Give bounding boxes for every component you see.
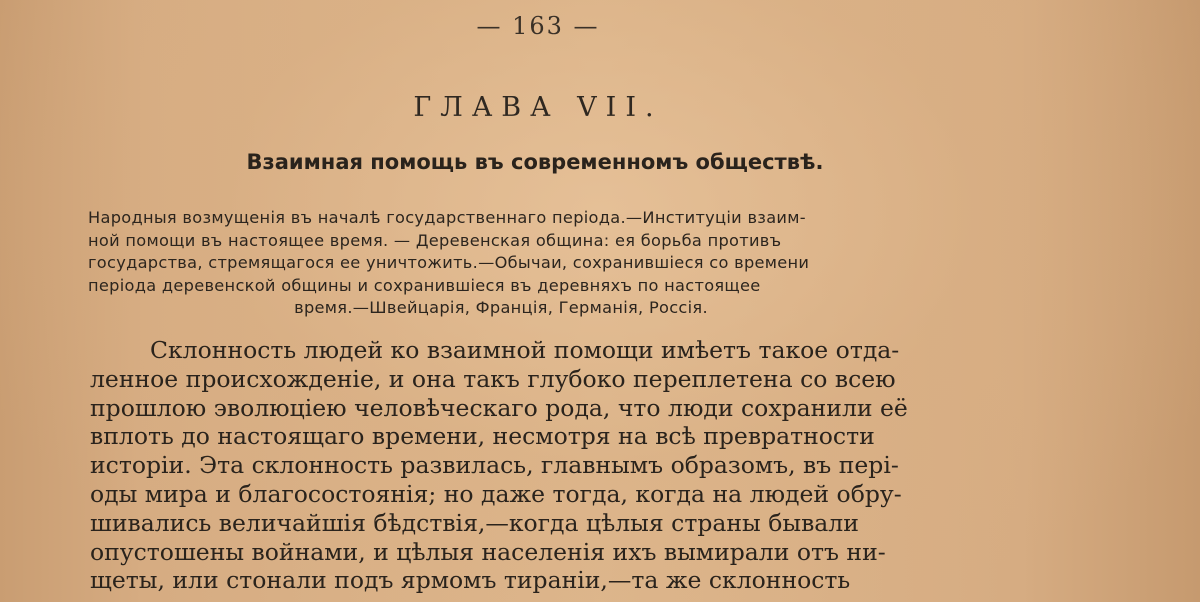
chapter-title: Взаимная помощь въ современномъ обществѣ.	[246, 150, 824, 174]
body-line: оды мира и благосостоянія; но даже тогда, когда на людей обру-	[90, 479, 902, 508]
body-line: шивались величайшія бѣдствія,—когда цѣлыя страны бывали	[90, 508, 859, 537]
body-line: опустошены войнами, и цѣлыя населенія ихъ вымирали отъ ни-	[90, 537, 886, 566]
chapter-heading: ГЛАВА VII.	[413, 92, 663, 123]
summary-line: ной помощи въ настоящее время. — Деревенская община: ея борьба противъ	[88, 230, 782, 250]
summary-line: время.—Швейцарія, Франція, Германія, Россія.	[294, 298, 708, 317]
summary-line: государства, стремящагося ее уничтожить.—Обычаи, сохранившіеся со времени	[88, 253, 810, 272]
body-line: Склонность людей ко взаимной помощи имѣетъ такое отда-	[150, 336, 900, 364]
chapter-summary	[88, 207, 988, 320]
body-line: прошлою эволюціею человѣческаго рода, что люди сохранили её	[90, 393, 908, 422]
body-line: ленное происхожденіе, и она такъ глубоко переплетена со всею	[90, 364, 896, 393]
summary-line: Народныя возмущенія въ началѣ государственнаго періода.—Институціи взаим-	[88, 208, 806, 227]
body-line: исторіи. Эта склонность развилась, главнымъ образомъ, въ пері-	[90, 451, 899, 480]
summary-line: періода деревенской общины и сохранившіеся въ деревняхъ по настоящее	[88, 275, 761, 295]
body-line: щеты, или стонали подъ ярмомъ тираніи,—та же склонность	[90, 566, 851, 595]
page-number: — 163 —	[476, 12, 600, 40]
body-paragraph	[90, 336, 990, 595]
body-line: вплоть до настоящаго времени, несмотря на всѣ превратности	[90, 422, 875, 451]
